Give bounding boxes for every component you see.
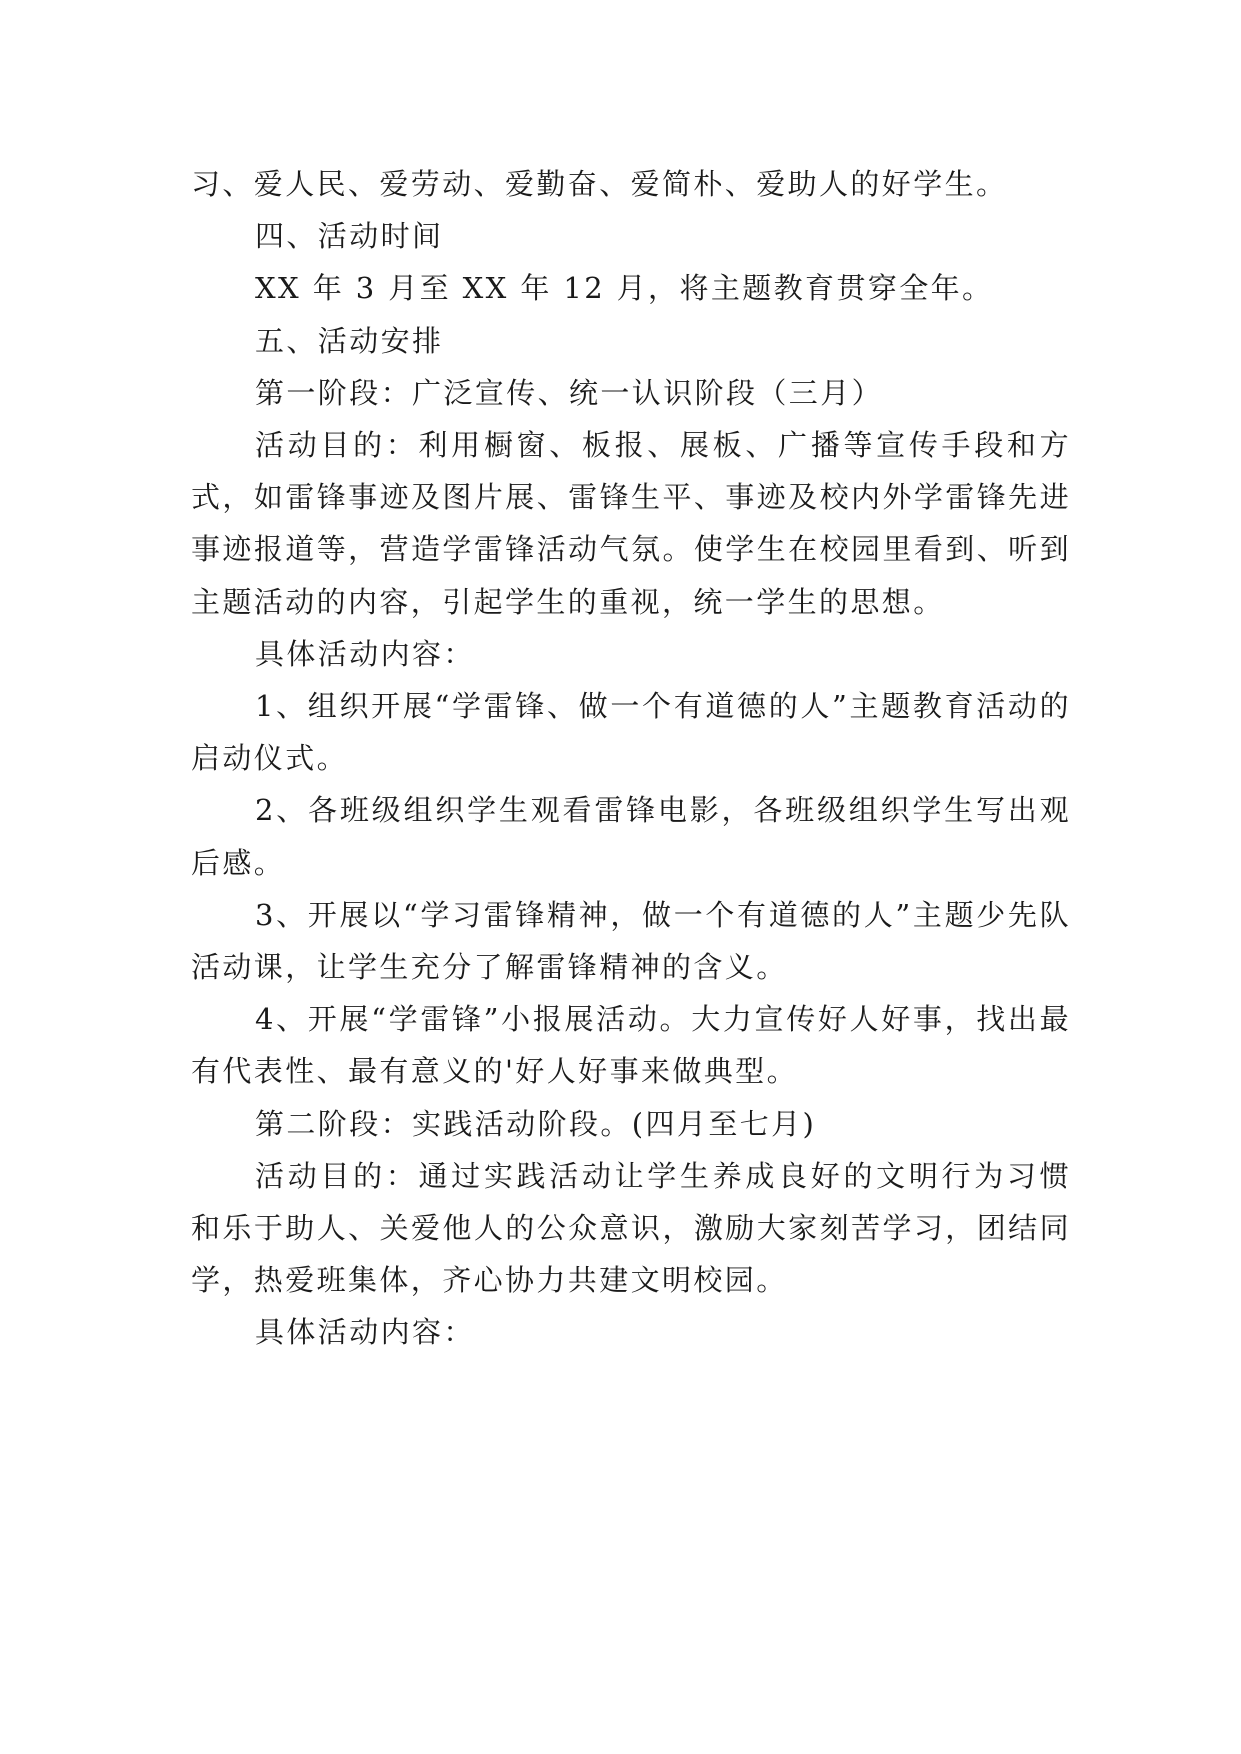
stage-one-heading: 第一阶段：广泛宣传、统一认识阶段（三月）	[255, 375, 884, 410]
stage-two-heading: 第二阶段：实践活动阶段。(四月至七月)	[255, 1106, 817, 1141]
stage-one-item-4: 4、开展“学雷锋”小报展活动。大力宣传好人好事，找出最有代表性、最有意义的'好人好事来做典型。	[191, 1002, 1071, 1089]
section-heading-activity-time: 四、活动时间	[255, 219, 444, 254]
document-body	[191, 158, 1071, 1359]
stage-two-purpose: 活动目的：通过实践活动让学生养成良好的文明行为习惯和乐于助人、关爱他人的公众意识，激励大家刻苦学习，团结同学，热爱班集体，齐心协力共建文明校园。	[191, 1158, 1071, 1298]
stage-one-item-3: 3、开展以“学习雷锋精神，做一个有道德的人”主题少先队活动课，让学生充分了解雷锋精神的含义。	[191, 897, 1071, 985]
paragraph-continuation: 习、爱人民、爱劳动、爱勤奋、爱简朴、爱助人的好学生。	[191, 167, 1008, 201]
stage-one-purpose: 活动目的：利用橱窗、板报、展板、广播等宣传手段和方式，如雷锋事迹及图片展、雷锋生平、事迹及校内外学雷锋先进事迹报道等，营造学雷锋活动气氛。使学生在校园里看到、听到主题活动的内容，引起学生的重视，统一学生的思想。	[191, 428, 1071, 619]
stage-one-item-1: 1、组织开展“学雷锋、做一个有道德的人”主题教育活动的启动仪式。	[191, 689, 1071, 776]
stage-one-item-2: 2、各班级组织学生观看雷锋电影，各班级组织学生写出观后感。	[191, 793, 1071, 880]
section-heading-activity-arrangement: 五、活动安排	[255, 323, 444, 358]
stage-one-content-heading: 具体活动内容：	[255, 636, 475, 671]
paragraph-activity-time: XX 年 3 月至 XX 年 12 月，将主题教育贯穿全年。	[255, 271, 994, 306]
stage-two-content-heading: 具体活动内容：	[255, 1315, 475, 1350]
